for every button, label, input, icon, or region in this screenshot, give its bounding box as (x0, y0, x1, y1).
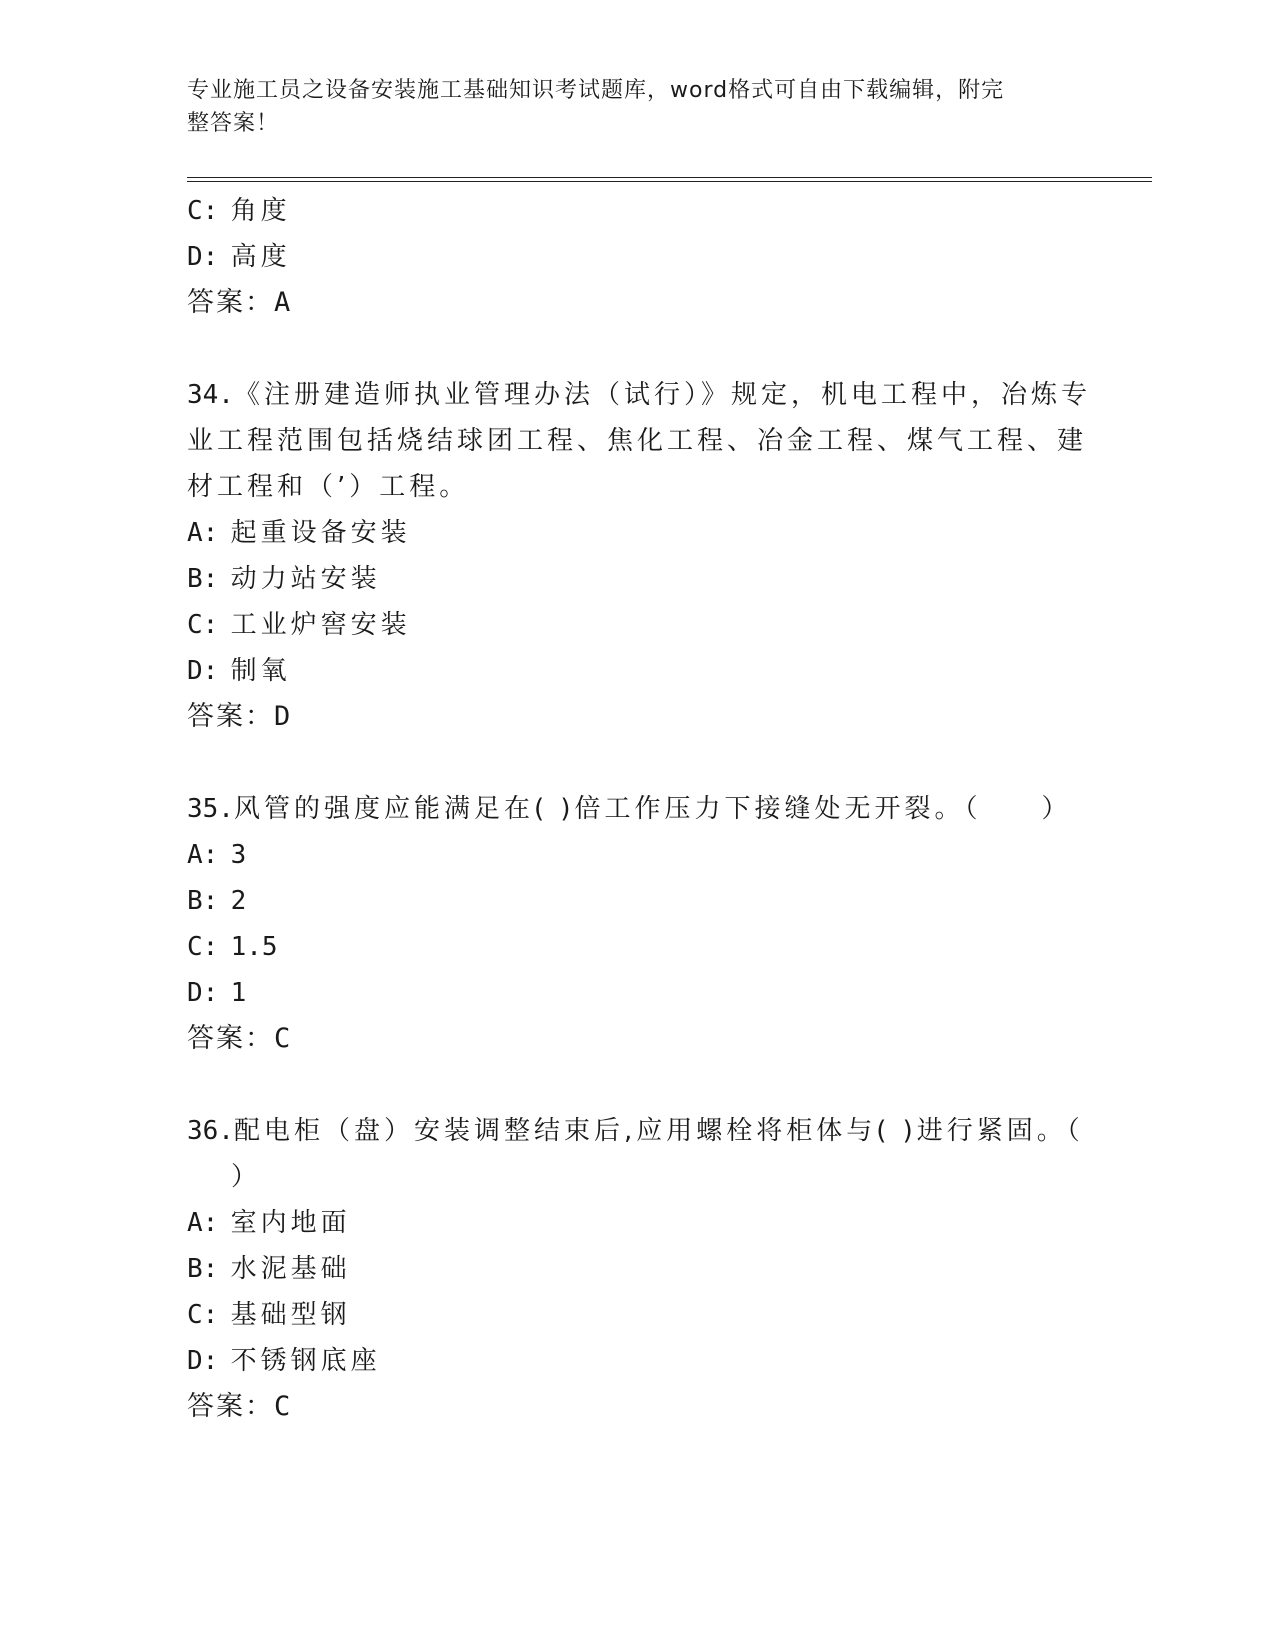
previous-question-tail (187, 188, 1087, 326)
question-number: 35. (187, 794, 234, 824)
option-label: D: (187, 1346, 219, 1376)
option-line (187, 1292, 1087, 1338)
option-text: 高度 (230, 242, 291, 272)
option-line (187, 188, 1087, 234)
option-text: 1 (230, 978, 247, 1008)
option-line (187, 1200, 1087, 1246)
question-text-line: ） (231, 1162, 262, 1192)
answer-value: A (274, 287, 291, 318)
option-text: 2 (230, 886, 247, 916)
option-label: A: (187, 840, 219, 870)
option-text: 起重设备安装 (230, 518, 411, 548)
header-divider-bottom (187, 181, 1152, 182)
option-label: B: (187, 886, 219, 916)
option-label: A: (187, 1208, 219, 1238)
option-line (187, 970, 1087, 1016)
answer-label: 答案： (187, 1023, 274, 1054)
document-header (187, 74, 1067, 140)
option-line (187, 1246, 1087, 1292)
header-divider-top (187, 177, 1152, 178)
option-text: 不锈钢底座 (230, 1346, 381, 1376)
answer-line (187, 1384, 1087, 1430)
question-text-line: 材工程和（’）工程。 (187, 472, 470, 502)
option-text: 1.5 (230, 932, 278, 962)
question-text-line: 配电柜（盘）安装调整结束后,应用螺栓将柜体与( )进行紧固。（ (233, 1116, 1084, 1146)
option-line (187, 556, 1087, 602)
option-line (187, 832, 1087, 878)
answer-line (187, 280, 1087, 326)
question-35 (187, 786, 1087, 1062)
option-text: 角度 (230, 196, 291, 226)
answer-line (187, 694, 1087, 740)
option-line (187, 602, 1087, 648)
answer-label: 答案： (187, 1391, 274, 1422)
answer-line (187, 1016, 1087, 1062)
question-list (187, 188, 1091, 1430)
option-line (187, 1338, 1087, 1384)
option-text: 制氧 (230, 656, 291, 686)
option-line (187, 924, 1087, 970)
option-label: D: (187, 656, 219, 686)
header-line-2: 整答案！ (187, 111, 280, 136)
option-label: C: (187, 610, 219, 640)
question-36 (187, 1108, 1087, 1430)
option-label: A: (187, 518, 219, 548)
answer-value: C (274, 1391, 291, 1422)
question-text-line: 业工程范围包括烧结球团工程、焦化工程、冶金工程、煤气工程、建 (187, 426, 1088, 456)
option-line (187, 648, 1087, 694)
option-label: D: (187, 978, 219, 1008)
option-text: 室内地面 (230, 1208, 351, 1238)
option-label: C: (187, 1300, 219, 1330)
option-text: 动力站安装 (230, 564, 381, 594)
answer-value: D (274, 701, 291, 732)
option-text: 3 (230, 840, 247, 870)
option-text: 工业炉窖安装 (230, 610, 411, 640)
option-label: C: (187, 196, 219, 226)
option-text: 基础型钢 (230, 1300, 351, 1330)
option-line (187, 234, 1087, 280)
option-line (187, 878, 1087, 924)
question-stem (187, 786, 1072, 832)
option-line (187, 510, 1087, 556)
answer-label: 答案： (187, 287, 274, 318)
question-34 (187, 372, 1091, 740)
option-label: C: (187, 932, 219, 962)
option-label: B: (187, 564, 219, 594)
question-text-line: 风管的强度应能满足在( )倍工作压力下接缝处无开裂。（ ） (233, 794, 1072, 824)
question-number: 34. (187, 380, 234, 410)
header-line-1: 专业施工员之设备安装施工基础知识考试题库，word格式可自由下载编辑，附完 (187, 78, 1005, 103)
answer-label: 答案： (187, 701, 274, 732)
option-label: D: (187, 242, 219, 272)
question-stem (187, 1108, 1084, 1200)
question-stem (187, 372, 1091, 510)
question-text-line: 《注册建造师执业管理办法（试行）》规定，机电工程中，冶炼专 (233, 380, 1091, 410)
option-text: 水泥基础 (230, 1254, 351, 1284)
answer-value: C (274, 1023, 291, 1054)
option-label: B: (187, 1254, 219, 1284)
question-number: 36. (187, 1116, 234, 1146)
